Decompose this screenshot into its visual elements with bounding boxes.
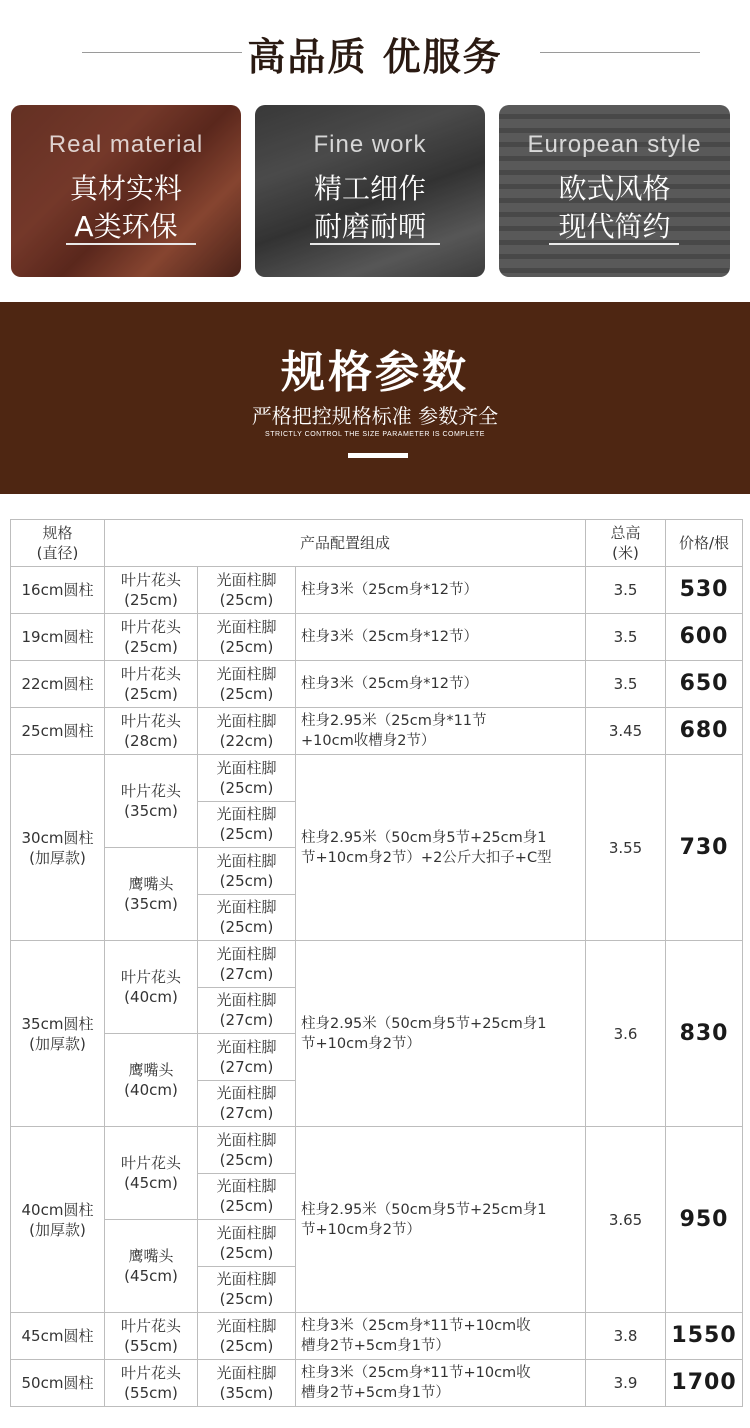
cell-height: 3.6 (586, 941, 666, 1127)
cell-body: 柱身3米（25cm身*11节+10cm收 槽身2节+5cm身1节） (296, 1313, 586, 1360)
feature-line-1: 真材实料 (69, 172, 182, 205)
table-row (11, 661, 743, 708)
feature-line-2: 现代简约 (558, 210, 671, 243)
table-header-row (11, 520, 743, 567)
cell-body: 柱身3米（25cm身*12节） (296, 567, 586, 614)
banner-english: STRICTLY CONTROL THE SIZE PARAMETER IS COMPLETE (265, 431, 485, 438)
cell-foot: 光面柱脚 (25cm) (198, 1313, 296, 1360)
cell-price: 950 (666, 1127, 743, 1313)
cell-height: 3.5 (586, 661, 666, 708)
cell-spec: 50cm圆柱 (11, 1360, 105, 1407)
cell-spec: 35cm圆柱 (加厚款) (11, 941, 105, 1127)
feature-line-2: 耐磨耐晒 (313, 210, 426, 243)
cell-height: 3.8 (586, 1313, 666, 1360)
cell-height: 3.45 (586, 708, 666, 755)
cell-foot: 光面柱脚 (25cm) (198, 801, 296, 848)
cell-top: 叶片花头 (25cm) (105, 567, 198, 614)
feature-line-1: 欧式风格 (558, 172, 671, 205)
cell-body: 柱身3米（25cm身*12节） (296, 614, 586, 661)
cell-foot: 光面柱脚 (27cm) (198, 1034, 296, 1081)
cell-top: 叶片花头 (55cm) (105, 1313, 198, 1360)
cell-price: 830 (666, 941, 743, 1127)
page-title: 高品质 优服务 (247, 35, 503, 79)
table-row (11, 1127, 743, 1174)
cell-spec: 45cm圆柱 (11, 1313, 105, 1360)
cell-height: 3.5 (586, 614, 666, 661)
cell-foot: 光面柱脚 (25cm) (198, 894, 296, 941)
cell-body: 柱身3米（25cm身*12节） (296, 661, 586, 708)
cell-height: 3.5 (586, 567, 666, 614)
cell-foot: 光面柱脚 (25cm) (198, 1127, 296, 1174)
cell-spec: 40cm圆柱 (加厚款) (11, 1127, 105, 1313)
cell-top: 叶片花头 (25cm) (105, 661, 198, 708)
feature-underline (66, 243, 196, 245)
cell-top: 鹰嘴头 (45cm) (105, 1220, 198, 1313)
cell-foot: 光面柱脚 (27cm) (198, 1080, 296, 1127)
banner-subtitle: 严格把控规格标准 参数齐全 (251, 404, 499, 428)
cell-spec: 19cm圆柱 (11, 614, 105, 661)
feature-line-2: A类环保 (74, 210, 178, 243)
cell-price: 1550 (666, 1313, 743, 1360)
cell-foot: 光面柱脚 (25cm) (198, 661, 296, 708)
table-row (11, 941, 743, 988)
cell-height: 3.9 (586, 1360, 666, 1407)
heading-divider-right (540, 52, 700, 53)
feature-card-style (499, 105, 730, 277)
cell-price: 1700 (666, 1360, 743, 1407)
cell-height: 3.65 (586, 1127, 666, 1313)
spec-banner (0, 302, 750, 494)
feature-line-1: 精工细作 (313, 172, 426, 205)
table-row (11, 708, 743, 755)
spec-table (10, 519, 743, 1407)
top-heading (0, 0, 750, 100)
feature-underline (310, 243, 440, 245)
header-spec: 规格 (直径) (11, 520, 105, 567)
header-price: 价格/根 (666, 520, 743, 567)
table-row (11, 1313, 743, 1360)
cell-spec: 22cm圆柱 (11, 661, 105, 708)
feature-card-work (255, 105, 485, 277)
banner-title: 规格参数 (281, 347, 469, 398)
cell-spec: 25cm圆柱 (11, 708, 105, 755)
feature-underline (549, 243, 679, 245)
cell-foot: 光面柱脚 (25cm) (198, 567, 296, 614)
cell-foot: 光面柱脚 (25cm) (198, 1266, 296, 1313)
cell-foot: 光面柱脚 (25cm) (198, 848, 296, 895)
cell-foot: 光面柱脚 (35cm) (198, 1360, 296, 1407)
cell-price: 730 (666, 755, 743, 941)
header-height: 总高 (米) (586, 520, 666, 567)
table-row (11, 567, 743, 614)
cell-foot: 光面柱脚 (25cm) (198, 1220, 296, 1267)
feature-english-label: Real material (48, 131, 204, 158)
banner-accent-bar (348, 453, 408, 458)
cell-body: 柱身3米（25cm身*11节+10cm收 槽身2节+5cm身1节） (296, 1360, 586, 1407)
cell-body: 柱身2.95米（50cm身5节+25cm身1 节+10cm身2节） (296, 941, 586, 1127)
cell-foot: 光面柱脚 (25cm) (198, 755, 296, 802)
table-row (11, 1360, 743, 1407)
cell-price: 680 (666, 708, 743, 755)
cell-foot: 光面柱脚 (22cm) (198, 708, 296, 755)
cell-top: 叶片花头 (55cm) (105, 1360, 198, 1407)
feature-card-material (11, 105, 241, 277)
cell-price: 650 (666, 661, 743, 708)
cell-foot: 光面柱脚 (27cm) (198, 987, 296, 1034)
cell-top: 鹰嘴头 (35cm) (105, 848, 198, 941)
cell-top: 叶片花头 (35cm) (105, 755, 198, 848)
cell-height: 3.55 (586, 755, 666, 941)
cell-top: 叶片花头 (25cm) (105, 614, 198, 661)
feature-english-label: European style (527, 131, 702, 158)
table-row (11, 614, 743, 661)
cell-body: 柱身2.95米（50cm身5节+25cm身1 节+10cm身2节）+2公斤大扣子+C型 (296, 755, 586, 941)
cell-foot: 光面柱脚 (25cm) (198, 1173, 296, 1220)
feature-english-label: Fine work (313, 131, 427, 158)
cell-top: 叶片花头 (28cm) (105, 708, 198, 755)
cell-top: 鹰嘴头 (40cm) (105, 1034, 198, 1127)
cell-spec: 16cm圆柱 (11, 567, 105, 614)
cell-top: 叶片花头 (45cm) (105, 1127, 198, 1220)
header-config: 产品配置组成 (105, 520, 586, 567)
table-row (11, 755, 743, 802)
cell-price: 530 (666, 567, 743, 614)
cell-spec: 30cm圆柱 (加厚款) (11, 755, 105, 941)
cell-price: 600 (666, 614, 743, 661)
cell-body: 柱身2.95米（50cm身5节+25cm身1 节+10cm身2节） (296, 1127, 586, 1313)
cell-foot: 光面柱脚 (25cm) (198, 614, 296, 661)
cell-body: 柱身2.95米（25cm身*11节 +10cm收槽身2节） (296, 708, 586, 755)
cell-top: 叶片花头 (40cm) (105, 941, 198, 1034)
cell-foot: 光面柱脚 (27cm) (198, 941, 296, 988)
